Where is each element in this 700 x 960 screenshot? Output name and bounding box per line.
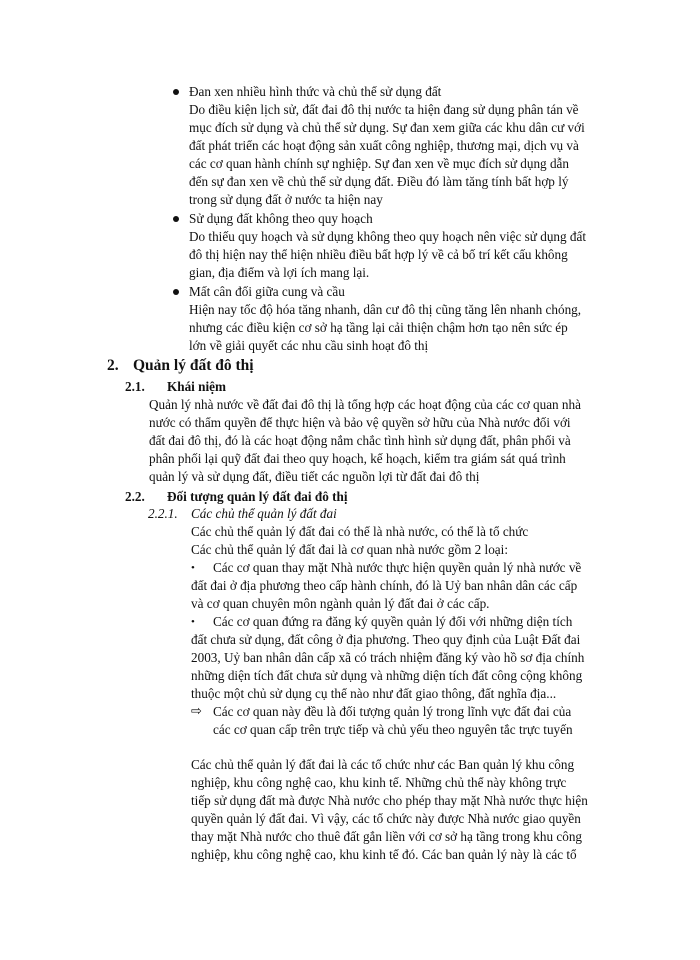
- subsubsection-heading: Các chủ thể quản lý đất đai: [191, 506, 337, 521]
- paragraph-line: Các cơ quan thay mặt Nhà nước thực hiện quyền quản lý nhà nước về: [213, 560, 582, 575]
- paragraph-line: lớn về giải quyết các nhu cầu sinh hoạt đô thị: [189, 338, 429, 353]
- paragraph-line: mục đích sử dụng và chủ thể sử dụng. Sự đan xem giữa các khu dân cư với: [189, 120, 585, 135]
- paragraph-line: và cơ quan chuyên môn ngành quản lý đất đai ở các cấp.: [191, 596, 490, 611]
- paragraph-line: các cơ quan cấp trên trực tiếp và chủ yếu theo nguyên tắc trực tuyến: [213, 722, 573, 737]
- paragraph-line: đất chưa sử dụng, đất công ở địa phương. Theo quy định của Luật Đất đai: [191, 632, 581, 647]
- paragraph-line: quyền quản lý đất đai. Vì vậy, các tổ chức này được Nhà nước giao quyền: [191, 811, 581, 826]
- small-bullet: •: [191, 616, 195, 628]
- paragraph-line: trong sử dụng đất ở nước ta hiện nay: [189, 192, 383, 207]
- arrow-right-icon: ⇨: [191, 704, 202, 719]
- paragraph-line: nước có thẩm quyền để thực hiện và bảo vệ quyền sở hữu của Nhà nước đối với: [149, 415, 571, 430]
- paragraph-line: 2003, Uỷ ban nhân dân cấp xã có trách nhiệm đăng ký vào hồ sơ địa chính: [191, 650, 585, 665]
- paragraph-line: Các cơ quan này đều là đối tượng quản lý trong lĩnh vực đất đai của: [213, 704, 572, 719]
- paragraph-line: Hiện nay tốc độ hóa tăng nhanh, dân cư đô thị cũng tăng lên nhanh chóng,: [189, 302, 582, 317]
- paragraph-line: nghiệp, khu công nghệ cao, khu kinh tế. Những chủ thể này không trực: [191, 775, 567, 790]
- paragraph-line: thay mặt Nhà nước cho thuê đất gắn liền với cơ sở hạ tầng trong khu công: [191, 829, 583, 844]
- paragraph-line: gian, địa điểm và lợi ích mang lại.: [189, 265, 370, 280]
- paragraph-line: đất đai ở địa phương theo cấp hành chính, đó là Uỷ ban nhân dân các cấp: [191, 578, 578, 593]
- paragraph-line: Các cơ quan đứng ra đăng ký quyền quản lý đối với những diện tích: [213, 614, 573, 629]
- paragraph-line: đến sự đan xen về chủ thể sử dụng đất. Điều đó làm tăng tính bất hợp lý: [189, 174, 569, 189]
- subsubsection-number: 2.2.1.: [148, 506, 178, 521]
- paragraph-line: các cơ quan hành chính sự nghiệp. Sự đan xen về mục đích sử dụng dẫn: [189, 156, 569, 171]
- subsection-number: 2.1.: [125, 379, 145, 394]
- paragraph-line: những diện tích đất chưa sử dụng và những diện tích đất công cộng không: [191, 668, 583, 683]
- paragraph-line: nhưng các điều kiện cơ sở hạ tầng lại cải thiện chậm hơn tạo nên sức ép: [189, 320, 568, 335]
- paragraph-line: nghiệp, khu công nghệ cao, khu kinh tế đó. Các ban quản lý này là các tổ: [191, 847, 577, 862]
- paragraph-line: đô thị hiện nay thể hiện nhiều điều bất hợp lý về cả bố trí kết cấu không: [189, 247, 568, 262]
- bullet-dot: [173, 216, 179, 222]
- subsection-number: 2.2.: [125, 489, 145, 504]
- paragraph-line: Các chủ thể quản lý đất đai là cơ quan nhà nước gồm 2 loại:: [191, 542, 508, 557]
- small-bullet: •: [191, 562, 195, 574]
- paragraph-line: thuộc một chủ sử dụng cụ thể nào như đất giao thông, đất nghĩa địa...: [191, 686, 557, 701]
- paragraph-line: Các chủ thể quản lý đất đai là các tổ chức như các Ban quản lý khu công: [191, 757, 575, 772]
- paragraph-line: đất đai đô thị, đó là các hoạt động nắm chắc tình hình sử dụng đất, phân phối và: [149, 433, 571, 448]
- paragraph-line: quản lý và sử dụng đất, điều tiết các nguồn lợi từ đất đai đô thị: [149, 469, 480, 484]
- paragraph-line: tiếp sử dụng đất mà được Nhà nước cho phép thay mặt Nhà nước thực hiện: [191, 793, 588, 808]
- section-heading: Quản lý đất đô thị: [133, 357, 254, 374]
- paragraph-line: Các chủ thể quản lý đất đai có thể là nhà nước, có thể là tổ chức: [191, 524, 529, 539]
- paragraph-line: Quản lý nhà nước về đất đai đô thị là tổng hợp các hoạt động của các cơ quan nhà: [149, 397, 581, 412]
- section-number: 2.: [107, 357, 119, 374]
- bullet-dot: [173, 89, 179, 95]
- paragraph-line: Do thiếu quy hoạch và sử dụng không theo quy hoạch nên việc sử dụng đất: [189, 229, 587, 244]
- paragraph-line: Do điều kiện lịch sử, đất đai đô thị nước ta hiện đang sử dụng phân tán về: [189, 102, 579, 117]
- subsection-heading: Đối tượng quản lý đất đai đô thị: [167, 489, 348, 504]
- paragraph-line: phân phối lại quỹ đất đai theo quy hoạch, kế hoạch, kiểm tra giám sát quá trình: [149, 451, 566, 466]
- bullet-title: Đan xen nhiều hình thức và chủ thể sử dụng đất: [189, 84, 442, 99]
- bullet-dot: [173, 289, 179, 295]
- subsection-heading: Khái niệm: [167, 379, 226, 394]
- paragraph-line: đất phát triển các hoạt động sản xuất công nghiệp, thương mại, dịch vụ và: [189, 138, 579, 153]
- bullet-title: Mất cân đối giữa cung và cầu: [189, 284, 345, 299]
- bullet-title: Sử dụng đất không theo quy hoạch: [189, 211, 373, 226]
